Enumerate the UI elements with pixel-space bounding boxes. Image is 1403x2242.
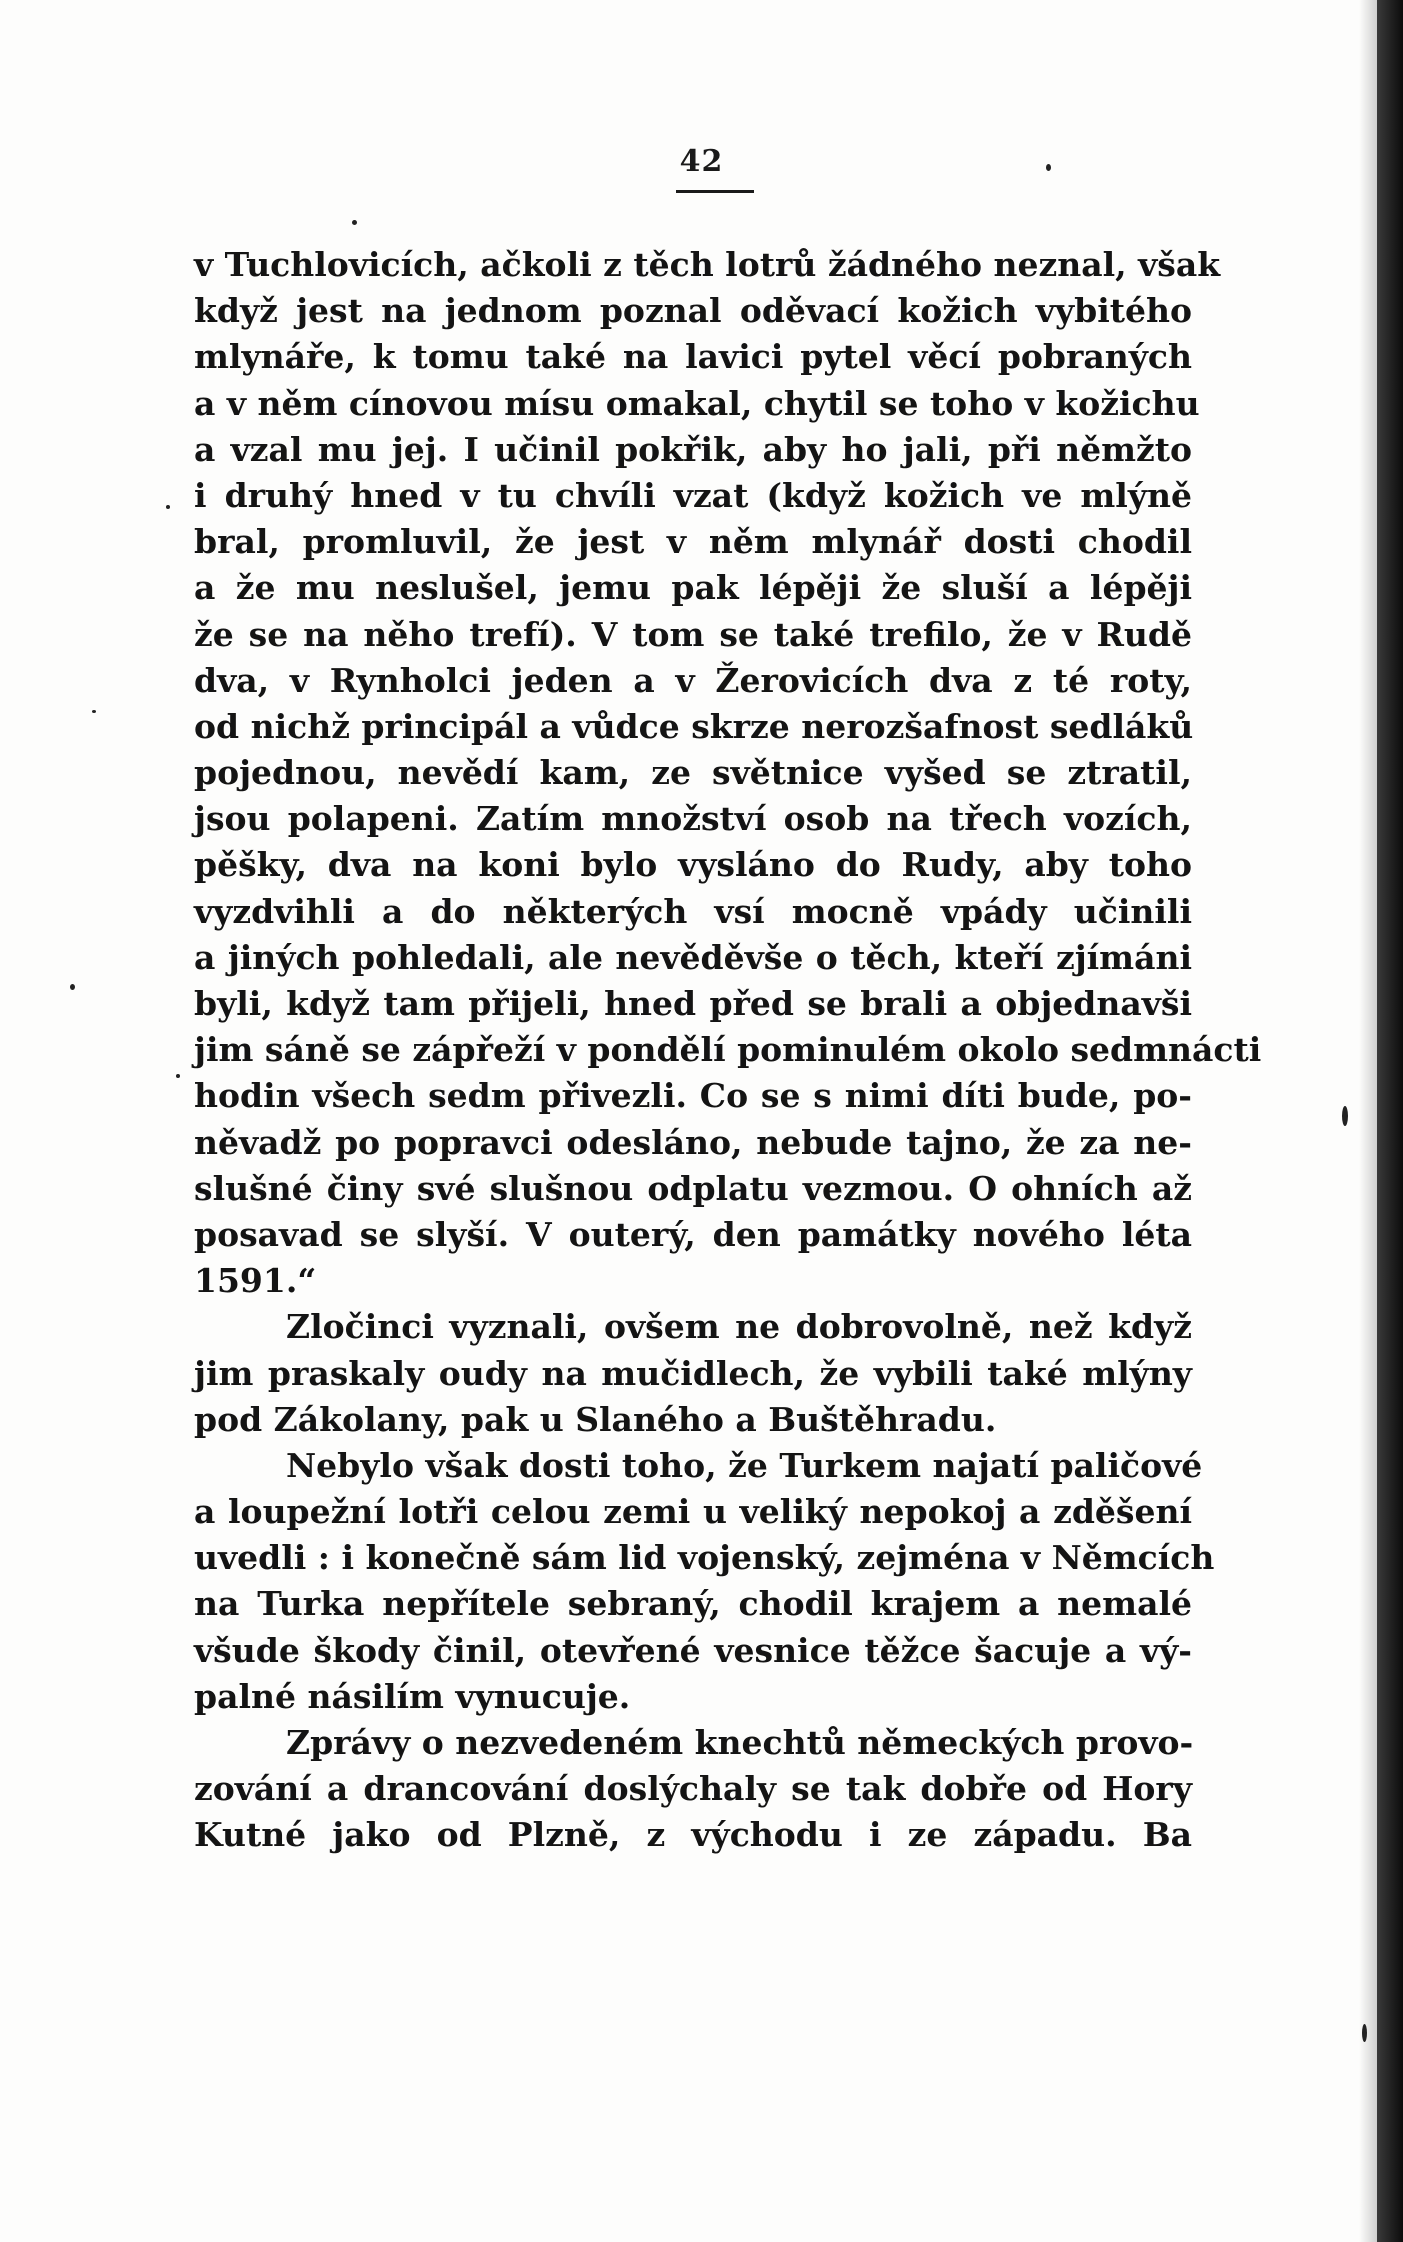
text-line: slušné činy své slušnou odplatu vezmou. O ohních až	[194, 1168, 1192, 1208]
text-line: na Turka nepřítele sebraný, chodil krajem a nemalé	[194, 1584, 1192, 1624]
text-line: všude škody činil, otevřené vesnice těžce šacuje a vý-	[194, 1630, 1192, 1670]
text-line: hodin všech sedm přivezli. Co se s nimi díti bude, po-	[194, 1076, 1192, 1116]
text-line: mlynáře, k tomu také na lavici pytel věcí pobraných	[194, 337, 1192, 377]
text-line: když jest na jednom poznal oděvací kožich vybitého	[194, 291, 1192, 331]
text-line: uvedli : i konečně sám lid vojenský, zejména v Němcích	[194, 1538, 1215, 1578]
text-line: Zločinci vyznali, ovšem ne dobrovolně, než když	[286, 1307, 1192, 1347]
scan-edge	[1377, 0, 1403, 2242]
text-line: pojednou, nevědí kam, ze světnice vyšed se ztratil,	[194, 753, 1192, 793]
text-line: v Tuchlovicích, ačkoli z těch lotrů žádného neznal, však	[194, 245, 1221, 284]
scan-speck	[1362, 2024, 1367, 2042]
text-line: něvadž po popravci odesláno, nebude tajno, že za ne-	[194, 1122, 1192, 1162]
text-line: jim sáně se zápřeží v pondělí pominulém okolo sedmnácti	[194, 1030, 1262, 1070]
text-line: palné násilím vynucuje.	[194, 1676, 631, 1716]
body-text	[194, 242, 1262, 1859]
scan-speck	[92, 710, 96, 713]
text-line: i druhý hned v tu chvíli vzat (když kožich ve mlýně	[194, 475, 1192, 515]
page-number: 42	[679, 144, 724, 179]
text-line: pod Zákolany, pak u Slaného a Buštěhradu.	[194, 1399, 997, 1439]
text-line: a že mu neslušel, jemu pak lépěji že sluší a lépěji	[194, 568, 1192, 608]
page-number-rule	[676, 190, 754, 193]
scan-speck	[1342, 1106, 1348, 1126]
text-line: a v něm cínovou mísu omakal, chytil se toho v kožichu	[194, 383, 1200, 423]
text-line: od nichž principál a vůdce skrze nerozšafnost sedláků	[194, 706, 1194, 746]
text-line: jsou polapeni. Zatím množství osob na třech vozích,	[194, 799, 1192, 839]
text-line: posavad se slyší. V outerý, den památky nového léta	[194, 1214, 1192, 1254]
text-line: vyzdvihli a do některých vsí mocně vpády učinili	[194, 891, 1192, 931]
text-line: a jiných pohledali, ale nevěděvše o těch, kteří zjímáni	[194, 937, 1192, 977]
text-line: zování a drancování doslýchaly se tak dobře od Hory	[194, 1769, 1192, 1809]
text-line: a vzal mu jej. I učinil pokřik, aby ho jali, při němžto	[194, 429, 1192, 469]
text-line: dva, v Rynholci jeden a v Žerovicích dva z té roty,	[194, 660, 1192, 700]
scan-speck	[176, 1074, 180, 1078]
text-line: bral, promluvil, že jest v něm mlynář dosti chodil	[194, 522, 1192, 562]
text-line: byli, když tam přijeli, hned před se brali a objednavši	[194, 984, 1192, 1023]
text-line: Kutné jako od Plzně, z východu i ze západu. Ba	[194, 1815, 1192, 1855]
text-line: 1591.“	[194, 1261, 317, 1301]
text-line: pěšky, dva na koni bylo vysláno do Rudy, aby toho	[194, 845, 1192, 885]
text-line: že se na něho trefí). V tom se také trefilo, že v Rudě	[194, 614, 1192, 654]
scan-speck	[70, 984, 75, 990]
text-line: Nebylo však dosti toho, že Turkem najatí paličové	[286, 1445, 1203, 1485]
page-edge-shadow	[1359, 0, 1377, 2242]
text-line: a loupežní lotři celou zemi u veliký nepokoj a zděšení	[194, 1492, 1192, 1532]
text-line: Zprávy o nezvedeném knechtů německých provo-	[286, 1723, 1194, 1762]
scan-speck	[166, 505, 170, 509]
scan-speck	[352, 220, 357, 225]
text-line: jim praskaly oudy na mučidlech, že vybili také mlýny	[194, 1353, 1192, 1393]
